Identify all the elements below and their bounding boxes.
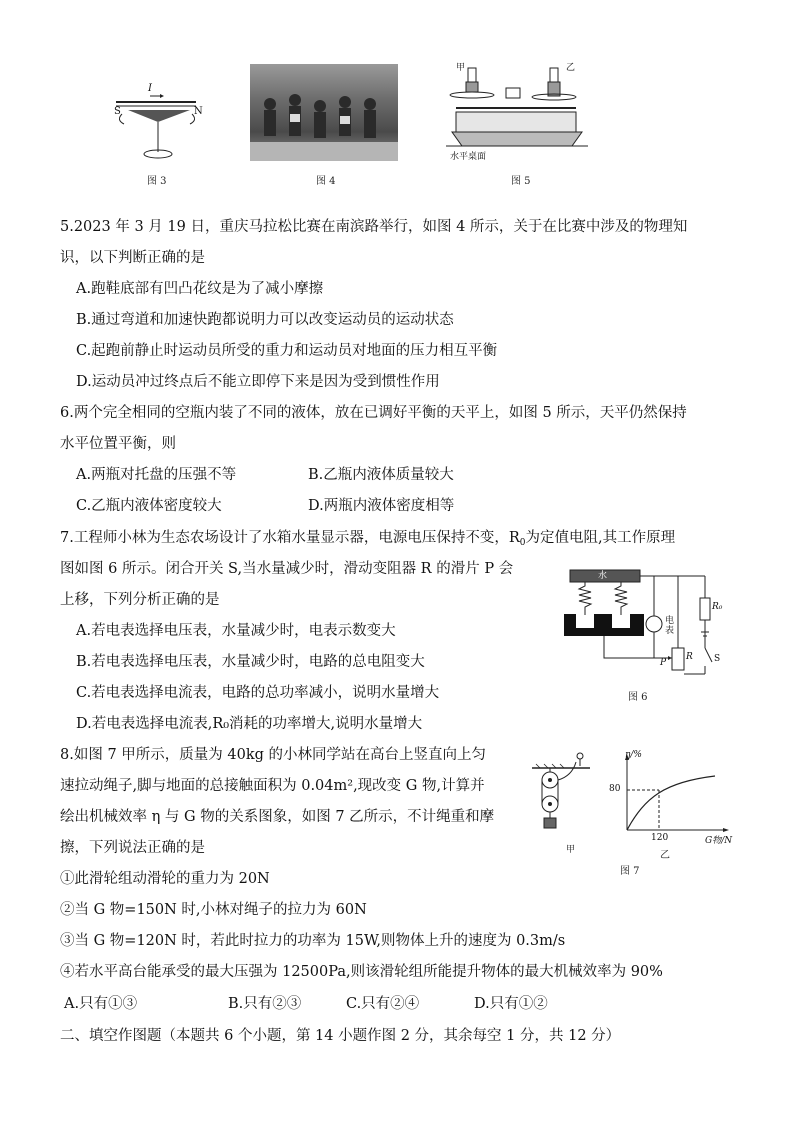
q7-stem-line1-part-b: 为定值电阻,其工作原理 — [525, 530, 676, 546]
efficiency-curve — [627, 776, 715, 830]
table-label: 水平桌面 — [450, 152, 487, 162]
water-tank-circuit-diagram — [560, 568, 730, 680]
figure-5 — [446, 64, 588, 164]
figure-3 — [108, 80, 208, 165]
q8-option-d: D.只有①② — [474, 996, 548, 1012]
figure-7-jia — [532, 748, 604, 855]
compass-wire-diagram — [108, 80, 208, 165]
pulley-system-diagram — [532, 748, 604, 848]
q8-statement-3: ③当 G 物=120N 时，若此时拉力的功率为 15W,则物体上升的速度为 0.3m/s — [60, 933, 566, 949]
q8-stem-line4: 擦，下列说法正确的是 — [60, 840, 205, 856]
q5-stem-line1: 5.2023 年 3 月 19 日，重庆马拉松比赛在南滨路举行，如图 4 所示，关于在比赛中涉及的物理知 — [60, 219, 688, 235]
x-tick-120: 120 — [651, 833, 669, 843]
yi-label: 乙 — [566, 63, 576, 73]
q8-statement-1: ①此滑轮组动滑轮的重力为 20N — [60, 871, 270, 887]
r-label: R — [686, 652, 693, 662]
q8-stem-line1: 8.如图 7 甲所示，质量为 40kg 的小林同学站在高台上竖直向上匀 — [60, 747, 487, 763]
y-axis-label: η/% — [625, 750, 642, 760]
q7-option-b: B.若电表选择电压表，水量减少时，电路的总电阻变大 — [76, 654, 425, 670]
q8-stem-line2: 速拉动绳子,脚与地面的总接触面积为 0.04m²,现改变 G 物,计算并 — [60, 778, 485, 794]
q7-option-d: D.若电表选择电流表,R₀消耗的功率增大,说明水量增大 — [76, 716, 423, 732]
y-tick-80: 80 — [609, 784, 621, 794]
figure-7-caption: 图 7 — [620, 866, 640, 877]
q6-option-b: B.乙瓶内液体质量较大 — [308, 467, 454, 483]
figure-7-yi-label: 乙 — [660, 850, 670, 861]
q8-statement-2: ②当 G 物=150N 时,小林对绳子的拉力为 60N — [60, 902, 367, 918]
q8-option-c: C.只有②④ — [346, 996, 420, 1012]
jia-label: 甲 — [456, 63, 466, 73]
q6-option-d: D.两瓶内液体密度相等 — [308, 498, 455, 514]
meter-label: 电表 — [665, 616, 675, 636]
figure-4-caption: 图 4 — [316, 176, 336, 187]
figure-6-caption: 图 6 — [628, 692, 648, 703]
figure-3-caption: 图 3 — [147, 176, 167, 187]
figure-7-yi-chart — [605, 752, 735, 852]
current-label: I — [148, 83, 152, 94]
q7-stem-line3: 上移，下列分析正确的是 — [60, 592, 220, 608]
marathon-runners-image — [250, 64, 398, 161]
q6-stem-line2: 水平位置平衡，则 — [60, 436, 176, 452]
q5-stem-line2: 识，以下判断正确的是 — [60, 250, 205, 266]
q6-option-a: A.两瓶对托盘的压强不等 — [76, 467, 237, 483]
p-label: P — [660, 658, 667, 668]
q7-stem-line1-part-a: 7.工程师小林为生态农场设计了水箱水量显示器，电源电压保持不变，R — [60, 530, 520, 546]
q6-stem-line1: 6.两个完全相同的空瓶内装了不同的液体，放在已调好平衡的天平上，如图 5 所示，天平仍然保持 — [60, 405, 687, 421]
q5-option-c: C.起跑前静止时运动员所受的重力和运动员对地面的压力相互平衡 — [76, 343, 498, 359]
section-2-heading: 二、填空作图题（本题共 6 个小题，第 14 小题作图 2 分，其余每空 1 分，共 12 分） — [60, 1028, 621, 1044]
q7-option-a: A.若电表选择电压表，水量减少时，电表示数变大 — [76, 623, 396, 639]
water-label: 水 — [598, 571, 608, 581]
q5-option-a: A.跑鞋底部有凹凸花纹是为了减小摩擦 — [76, 281, 324, 297]
x-axis-label: G物/N — [705, 836, 733, 846]
q8-statement-4: ④若水平高台能承受的最大压强为 12500Pa,则该滑轮组所能提升物体的最大机械效率为 90% — [60, 964, 663, 980]
q7-stem-line1 — [60, 528, 675, 553]
s-pole-label: S — [114, 106, 121, 117]
q8-option-b: B.只有②③ — [228, 996, 302, 1012]
q6-option-c: C.乙瓶内液体密度较大 — [76, 498, 222, 514]
q7-option-c: C.若电表选择电流表，电路的总功率减小，说明水量增大 — [76, 685, 440, 701]
q5-option-d: D.运动员冲过终点后不能立即停下来是因为受到惯性作用 — [76, 374, 440, 390]
jia-label: 甲 — [566, 845, 576, 855]
q8-option-a: A.只有①③ — [64, 996, 138, 1012]
q8-stem-line3: 绘出机械效率 η 与 G 物的关系图象，如图 7 乙所示，不计绳重和摩 — [60, 809, 495, 825]
figure-6 — [560, 568, 730, 680]
figure-5-caption: 图 5 — [511, 176, 531, 187]
s-switch-label: S — [714, 654, 721, 664]
figure-4-photo — [250, 64, 398, 161]
r0-label: R₀ — [712, 602, 723, 612]
q5-option-b: B.通过弯道和加速快跑都说明力可以改变运动员的运动状态 — [76, 312, 454, 328]
n-pole-label: N — [194, 106, 203, 117]
r0-subscript: 0 — [519, 538, 526, 548]
q7-stem-line2: 图如图 6 所示。闭合开关 S,当水量减少时，滑动变阻器 R 的滑片 P 会 — [60, 561, 514, 577]
